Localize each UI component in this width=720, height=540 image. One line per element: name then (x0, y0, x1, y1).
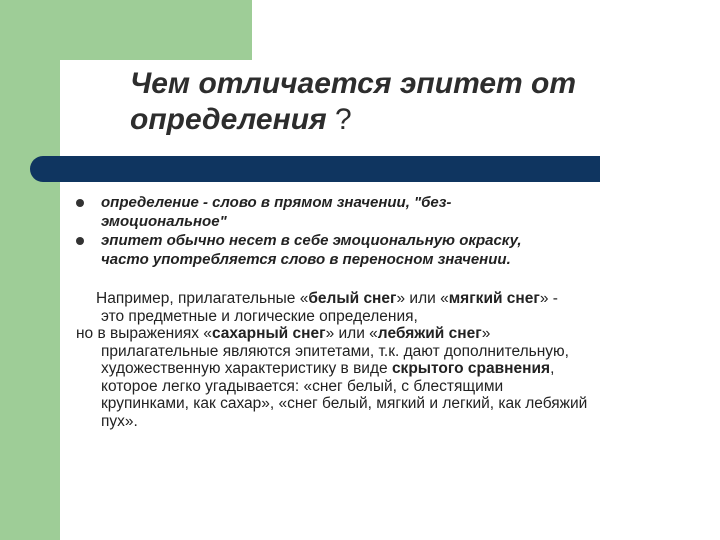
highlight-phrase: лебяжий снег (377, 325, 482, 342)
highlight-phrase: белый снег (308, 290, 397, 307)
text-run: но (76, 325, 94, 342)
text-run: художественную характеристику в виде (101, 360, 392, 377)
paragraph-line (76, 325, 686, 343)
highlight-phrase: мягкий снег (448, 290, 540, 307)
bullet-text-line-2: часто употребляется слово в переносном значении. (101, 251, 511, 268)
paragraph-line (76, 290, 686, 308)
paragraph-line: крупинками, как сахар», «снег белый, мягкий и легкий, как лебяжий (101, 395, 588, 412)
highlight-phrase: сахарный снег (211, 325, 326, 342)
rounded-corner (60, 60, 120, 120)
bullet-dot-icon (76, 237, 84, 245)
text-run: Например, прилагательные « (96, 290, 309, 307)
paragraph-line: прилагательные являются эпитетами, т.к. дают дополнительную, (101, 342, 569, 360)
paragraph-line: это предметные и логические определения, (101, 307, 418, 325)
bullet-item-epithet (76, 231, 636, 269)
bullet-dot-icon (76, 199, 84, 207)
bullet-item-definition (76, 193, 636, 231)
example-paragraph (76, 290, 686, 430)
text-run: » или « (325, 325, 378, 342)
bullet-text-line-2: эмоциональное" (101, 213, 227, 230)
text-run: » (481, 325, 491, 342)
top-green-band (60, 0, 252, 60)
highlight-phrase: скрытого сравнения (391, 360, 551, 377)
bullet-text-line-1: определение - слово в прямом значении, "без- (101, 194, 452, 211)
paragraph-line: которое легко угадывается: «снег белый, с блестящими (101, 377, 504, 395)
bullet-text-line-1: эпитет обычно несет в себе эмоциональную окраску, (101, 232, 522, 249)
paragraph-line: пух». (101, 412, 138, 430)
paragraph-line (76, 360, 686, 378)
left-green-band (0, 0, 60, 540)
text-run: » или « (396, 290, 449, 307)
title-line-2: определения (130, 103, 327, 136)
bullet-list (76, 193, 636, 269)
title-line-1: Чем отличается эпитет от (130, 67, 577, 100)
title-divider-bar (30, 156, 600, 182)
text-run: » - (539, 290, 558, 307)
text-run: в выражениях « (93, 325, 212, 342)
title-question-mark: ? (326, 103, 352, 136)
text-run: , (550, 360, 555, 377)
slide-title (130, 66, 690, 138)
